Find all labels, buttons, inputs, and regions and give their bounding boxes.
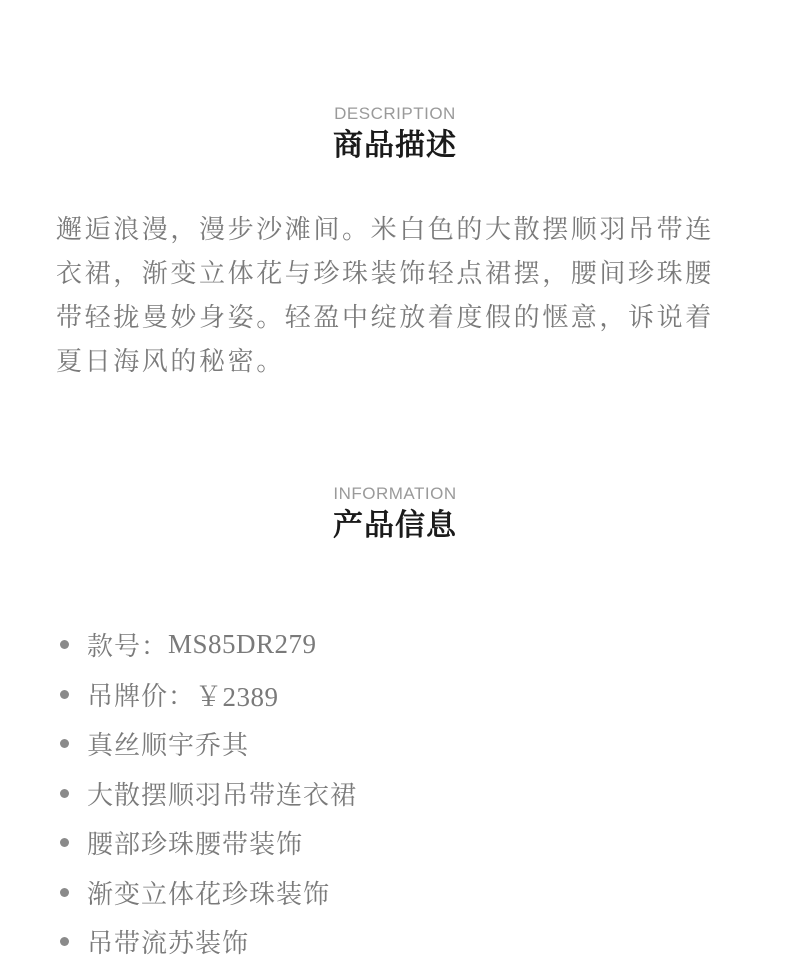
list-item-fabric bbox=[60, 719, 357, 769]
list-item-waist-detail bbox=[60, 818, 357, 868]
bullet-dot bbox=[60, 640, 69, 649]
item-label: 吊带流苏装饰 bbox=[87, 929, 250, 960]
information-header bbox=[0, 484, 790, 546]
bullet-dot bbox=[60, 789, 69, 798]
item-label: 款号： bbox=[87, 632, 169, 663]
bullet-dot bbox=[60, 838, 69, 847]
list-item-tag-price bbox=[60, 670, 357, 720]
bullet-dot bbox=[60, 739, 69, 748]
item-label: 真丝顺宇乔其 bbox=[87, 731, 250, 762]
bullet-dot bbox=[60, 888, 69, 897]
item-label: 渐变立体花珍珠装饰 bbox=[87, 879, 331, 910]
information-eyebrow: INFORMATION bbox=[333, 484, 457, 503]
item-value: MS85DR279 bbox=[168, 629, 317, 660]
description-eyebrow: DESCRIPTION bbox=[334, 104, 456, 123]
item-value: ￥2389 bbox=[195, 681, 279, 712]
description-title: 商品描述 bbox=[333, 128, 457, 163]
product-info-list bbox=[60, 620, 357, 967]
item-label: 吊牌价： bbox=[87, 681, 196, 712]
list-item-strap-detail bbox=[60, 917, 357, 967]
bullet-dot bbox=[60, 937, 69, 946]
bullet-dot bbox=[60, 690, 69, 699]
description-header bbox=[0, 104, 790, 166]
item-label: 大散摆顺羽吊带连衣裙 bbox=[87, 780, 358, 811]
list-item-style-number bbox=[60, 620, 357, 670]
item-label: 腰部珍珠腰带装饰 bbox=[87, 830, 304, 861]
information-title: 产品信息 bbox=[333, 508, 457, 543]
description-body: 邂逅浪漫，漫步沙滩间。米白色的大散摆顺羽吊带连衣裙，渐变立体花与珍珠装饰轻点裙摆，腰间珍珠腰带轻拢曼妙身姿。轻盈中绽放着度假的惬意，诉说着夏日海风的秘密。 bbox=[56, 215, 714, 377]
list-item-silhouette bbox=[60, 769, 357, 819]
list-item-flower-detail bbox=[60, 868, 357, 918]
